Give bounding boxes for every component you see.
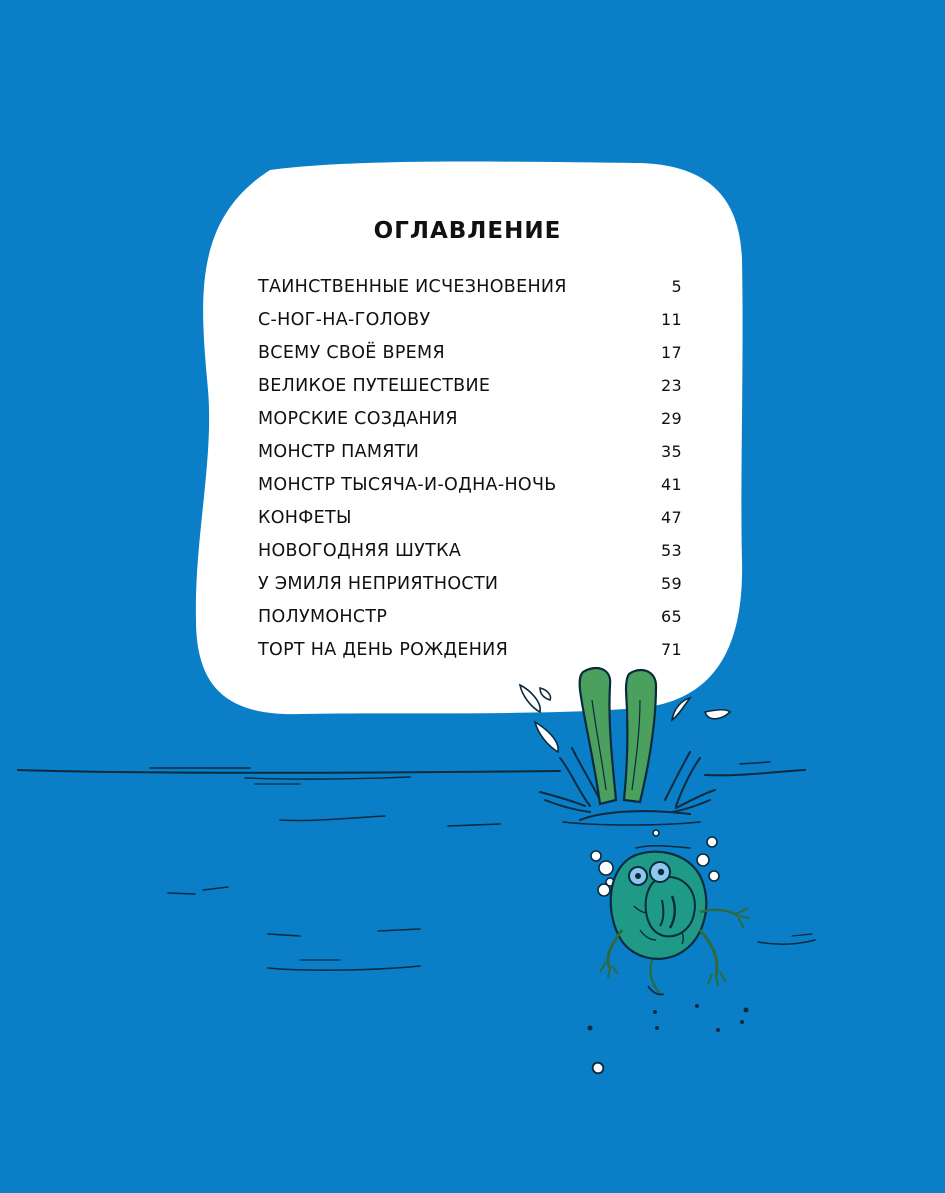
toc-entry-title: ТАИНСТВЕННЫЕ ИСЧЕЗНОВЕНИЯ: [258, 276, 567, 297]
toc-entry-title: ВСЕМУ СВОЁ ВРЕМЯ: [258, 342, 445, 363]
toc-title: ОГЛАВЛЕНИЕ: [373, 218, 562, 244]
toc-entry: [258, 303, 682, 336]
toc-entry-page: 29: [661, 409, 682, 428]
toc-entry-title: С-НОГ-НА-ГОЛОВУ: [258, 309, 431, 330]
toc-entry-title: ТОРТ НА ДЕНЬ РОЖДЕНИЯ: [258, 639, 509, 660]
toc-entry-page: 5: [671, 277, 682, 296]
toc-entry-page: 23: [661, 376, 682, 395]
toc-entry-title: ПОЛУМОНСТР: [258, 606, 388, 627]
toc-list: [258, 270, 682, 666]
toc-entry: [258, 600, 682, 633]
toc-entry-page: 47: [661, 508, 682, 527]
toc-entry: [258, 270, 682, 303]
toc-entry-page: 41: [661, 475, 682, 494]
monster-body: [600, 852, 750, 995]
toc-entry-title: НОВОГОДНЯЯ ШУТКА: [258, 540, 462, 561]
toc-entry: [258, 468, 682, 501]
toc-entry-title: МОНСТР ТЫСЯЧА-И-ОДНА-НОЧЬ: [258, 474, 557, 495]
toc-entry-page: 65: [661, 607, 682, 626]
toc-entry-page: 71: [661, 640, 682, 659]
toc-entry: [258, 336, 682, 369]
toc-entry-title: ВЕЛИКОЕ ПУТЕШЕСТВИЕ: [258, 375, 491, 396]
toc-entry-page: 11: [661, 310, 682, 329]
toc-entry-page: 59: [661, 574, 682, 593]
toc-entry: [258, 501, 682, 534]
toc-entry-title: МОНСТР ПАМЯТИ: [258, 441, 420, 462]
toc-entry: [258, 402, 682, 435]
toc-entry-page: 35: [661, 442, 682, 461]
toc-entry-page: 53: [661, 541, 682, 560]
bubble-specks: [588, 1004, 749, 1032]
toc-entry: [258, 567, 682, 600]
toc-entry: [258, 633, 682, 666]
toc-entry-title: МОРСКИЕ СОЗДАНИЯ: [258, 408, 458, 429]
toc-entry-title: У ЭМИЛЯ НЕПРИЯТНОСТИ: [258, 573, 499, 594]
bubble-ring: [593, 1063, 604, 1074]
toc-entry: [258, 435, 682, 468]
toc-entry-page: 17: [661, 343, 682, 362]
toc-entry: [258, 369, 682, 402]
toc-entry-title: КОНФЕТЫ: [258, 507, 352, 528]
toc-entry: [258, 534, 682, 567]
